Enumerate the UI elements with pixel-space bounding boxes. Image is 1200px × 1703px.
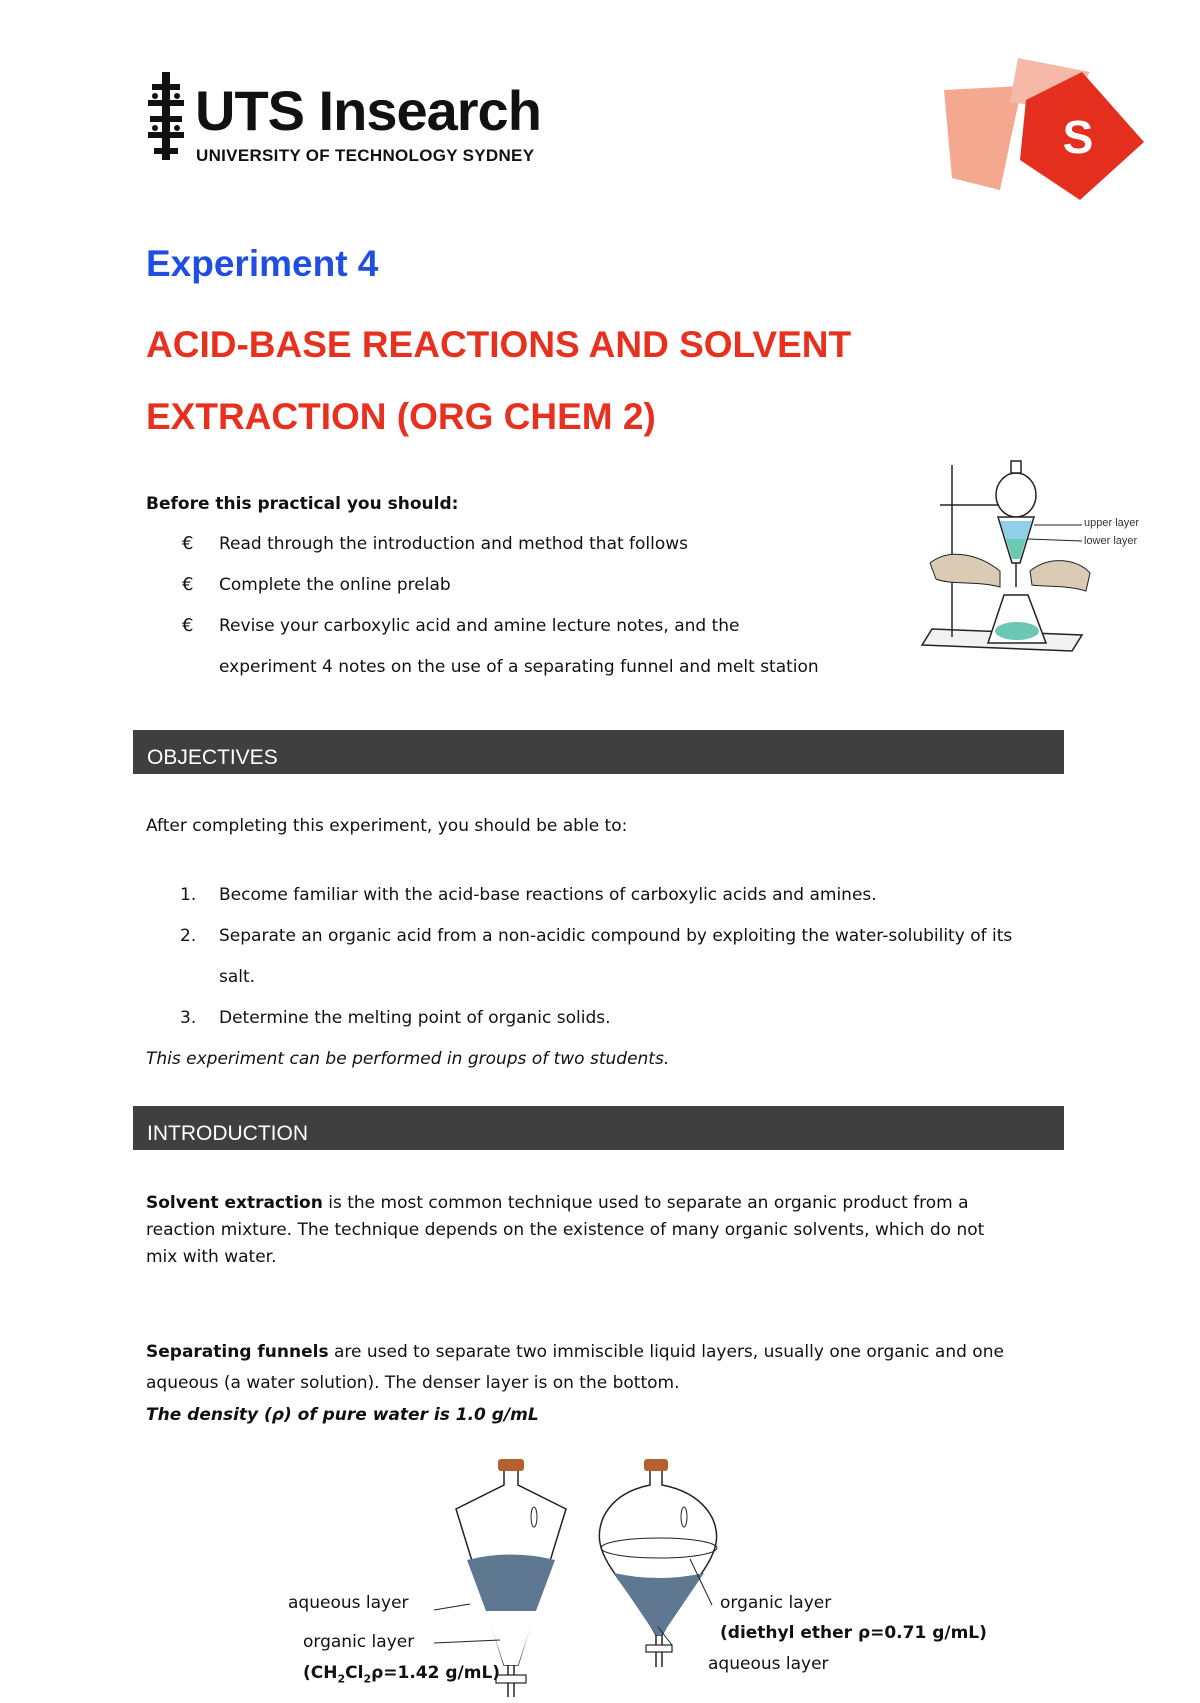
introduction-header [133, 1106, 1064, 1150]
dcm-formula-c: ρ=1.42 g/mL) [371, 1663, 501, 1683]
prereq-item-2: Complete the online prelab [219, 575, 451, 595]
objective-2-cont: salt. [219, 967, 256, 987]
dcm-sub-2: 2 [363, 1672, 372, 1686]
intro-p1-text-1: is the most common technique used to separate an organic product from a [322, 1193, 969, 1213]
objectives-intro: After completing this experiment, you should be able to: [146, 816, 628, 836]
objective-num-2: 2. [180, 926, 197, 946]
solvent-extraction-term: Solvent extraction [146, 1193, 323, 1213]
objective-num-3: 3. [180, 1008, 197, 1028]
dcm-sub-1: 2 [337, 1672, 346, 1686]
experiment-number: Experiment 4 [146, 243, 379, 284]
logo-name: UTS Insearch [195, 79, 541, 142]
uts-crest-icon [146, 70, 186, 162]
prereq-item-3-cont: experiment 4 notes on the use of a separating funnel and melt station [219, 657, 819, 677]
uts-logo-mark [146, 70, 186, 162]
bullet-3: € [182, 615, 194, 636]
dcm-formula-b: Cl [345, 1663, 364, 1683]
prereq-item-1: Read through the introduction and method that follows [219, 534, 689, 554]
separating-funnel-stand-icon [900, 455, 1160, 665]
objective-1: Become familiar with the acid-base reactions of carboxylic acids and amines. [219, 885, 877, 905]
intro-p1-text-3: mix with water. [146, 1247, 277, 1267]
intro-paragraph-2-line-1 [146, 1342, 1004, 1362]
right-aqueous-label: aqueous layer [708, 1654, 829, 1674]
objectives-heading: OBJECTIVES [147, 746, 278, 769]
ether-formula: (diethyl ether ρ=0.71 g/mL) [720, 1623, 987, 1643]
objectives-header [133, 730, 1064, 774]
right-organic-label: organic layer [720, 1593, 832, 1613]
water-density-note: The density (ρ) of pure water is 1.0 g/mL [146, 1405, 539, 1425]
prereq-heading: Before this practical you should: [146, 494, 459, 514]
title-line-1: ACID-BASE REACTIONS AND SOLVENT [146, 324, 852, 365]
left-organic-label: organic layer [303, 1632, 415, 1652]
bullet-2: € [182, 574, 194, 595]
dcm-formula-a: (CH [303, 1663, 338, 1683]
lower-layer-label: lower layer [1084, 535, 1138, 547]
insearch-badge [930, 50, 1170, 230]
left-aqueous-label: aqueous layer [288, 1593, 409, 1613]
group-note: This experiment can be performed in groups of two students. [146, 1049, 670, 1069]
intro-p1-text-2: reaction mixture. The technique depends on the existence of many organic solvents, which do not [146, 1220, 985, 1240]
apparatus-illustration [900, 455, 1160, 665]
prereq-item-3: Revise your carboxylic acid and amine lecture notes, and the [219, 616, 740, 636]
bullet-1: € [182, 533, 194, 554]
intro-p2-text-1: are used to separate two immiscible liquid layers, usually one organic and one [328, 1342, 1004, 1362]
intro-p2-text-2: aqueous (a water solution). The denser layer is on the bottom. [146, 1373, 680, 1393]
dcm-formula [303, 1663, 500, 1685]
badge-letter: S [1062, 111, 1094, 163]
intro-paragraph-1-line-1 [146, 1193, 969, 1213]
introduction-heading: INTRODUCTION [147, 1122, 308, 1145]
title-line-2: EXTRACTION (ORG CHEM 2) [146, 396, 656, 437]
separating-funnels-term: Separating funnels [146, 1342, 329, 1362]
objective-3: Determine the melting point of organic solids. [219, 1008, 611, 1028]
logo-subtitle: UNIVERSITY OF TECHNOLOGY SYDNEY [196, 146, 535, 165]
objective-num-1: 1. [180, 885, 197, 905]
objective-2: Separate an organic acid from a non-acidic compound by exploiting the water-solubility of its [219, 926, 1013, 946]
upper-layer-label: upper layer [1084, 517, 1140, 529]
